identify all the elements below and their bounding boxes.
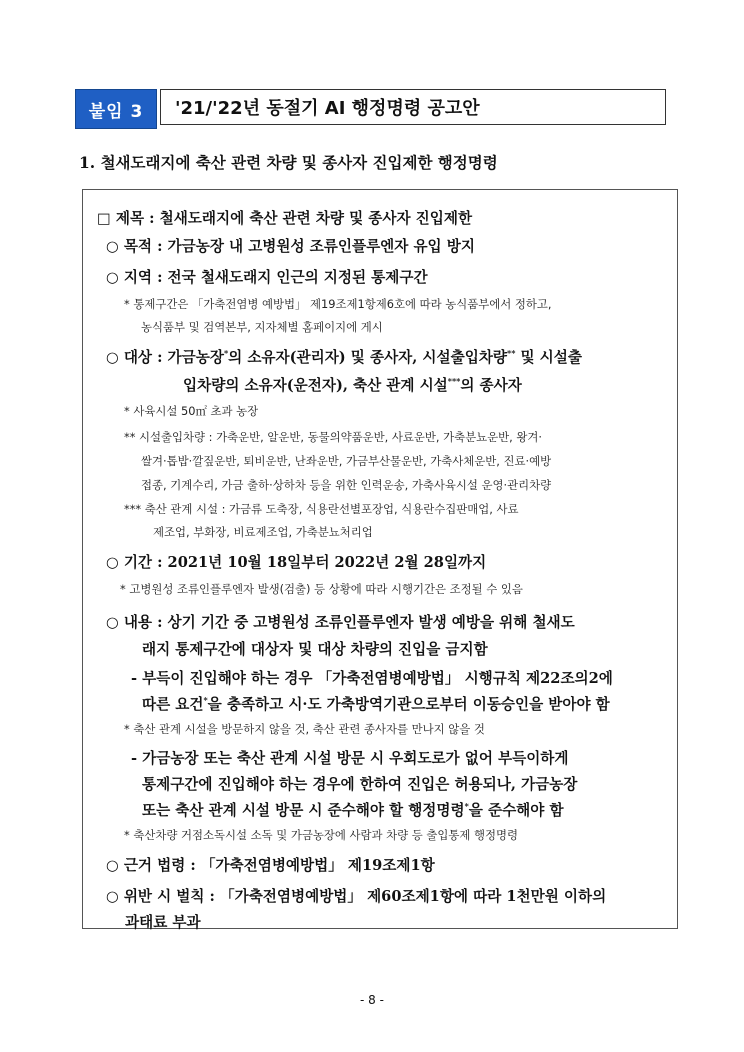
target-line (106, 346, 582, 367)
period-line: ○ 기간 : 2021년 10월 18일부터 2022년 2월 28일까지 (106, 554, 487, 571)
footnote-mark: ** (507, 348, 516, 359)
order-note: * 축산차량 거점소독시설 소독 및 가금농장에 사람과 차량 등 출입통제 행정명령 (124, 828, 519, 842)
content-line: ○ 내용 : 상기 기간 중 고병원성 조류인플루엔자 발생 예방을 위해 철새도 (106, 614, 575, 631)
detour-line-cont: 통제구간에 진입해야 하는 경우에 한하여 진입은 허용되나, 가금농장 (142, 776, 578, 793)
legal-basis-line: ○ 근거 법령 : 「가축전염병예방법」 제19조제1항 (106, 857, 435, 874)
detour-line-cont2 (142, 799, 564, 820)
content-line-cont: 래지 통제구간에 대상자 및 대상 차량의 진입을 금지함 (142, 641, 488, 658)
vehicle-note: ** 시설출입차량 : 가축운반, 알운반, 동물의약품운반, 사료운반, 가축분뇨운반, 왕겨· (124, 430, 543, 444)
exception-text-1: 따른 요건 (142, 696, 204, 713)
facility-note: *** 축산 관계 시설 : 가금류 도축장, 식용란선별포장업, 식용란수집판매업, 사료 (124, 502, 519, 516)
purpose-line: ○ 목적 : 가금농장 내 고병원성 조류인플루엔자 유입 방지 (106, 238, 475, 255)
detour-text-2: 을 준수해야 함 (468, 802, 564, 819)
order-content-box (82, 189, 678, 929)
region-line: ○ 지역 : 전국 철새도래지 인근의 지정된 통제구간 (106, 269, 428, 286)
section-title: 1. 철새도래지에 축산 관련 차량 및 종사자 진입제한 행정명령 (79, 153, 498, 172)
attachment-badge: 붙임 3 (75, 89, 157, 129)
page-number: - 8 - (360, 993, 384, 1007)
requirement-note: * 축산 관계 시설을 방문하지 않을 것, 축산 관련 종사자를 만나지 않을 것 (124, 722, 485, 736)
penalty-line: ○ 위반 시 벌칙 : 「가축전염병예방법」 제60조제1항에 따라 1천만원 이하의 (106, 888, 607, 905)
vehicle-note-cont: 쌀겨·톱밥·깔짚운반, 퇴비운반, 난좌운반, 가금부산물운반, 가축사체운반, 진료·예방 (141, 454, 552, 468)
region-note: * 통제구간은 「가축전염병 예방법」 제19조제1항제6호에 따라 농식품부에서 정하고, (124, 297, 552, 311)
exception-line: - 부득이 진입해야 하는 경우 「가축전염병예방법」 시행규칙 제22조의2에 (131, 670, 613, 687)
document-header (75, 89, 667, 127)
farm-note: * 사육시설 50㎡ 초과 농장 (124, 404, 259, 418)
period-note: * 고병원성 조류인플루엔자 발생(검출) 등 상황에 따라 시행기간은 조정될 수 있음 (120, 582, 523, 596)
detour-line: - 가금농장 또는 축산 관계 시설 방문 시 우회도로가 없어 부득이하게 (131, 750, 569, 767)
footnote-mark: * (464, 801, 469, 812)
penalty-line-cont: 과태료 부과 (125, 914, 201, 931)
title-line: □ 제목 : 철새도래지에 축산 관련 차량 및 종사자 진입제한 (97, 210, 473, 227)
region-note-cont: 농식품부 및 검역본부, 지자체별 홈페이지에 게시 (141, 320, 383, 334)
target-text-2: 의 소유자(관리자) 및 종사자, 시설출입차량 (228, 349, 508, 366)
footnote-mark: * (223, 348, 229, 359)
exception-text-2: 을 충족하고 시·도 가축방역기관으로부터 이동승인을 받아야 함 (207, 696, 610, 713)
target-text-4: 입차량의 소유자(운전자), 축산 관계 시설 (183, 377, 448, 394)
footnote-mark: *** (447, 376, 461, 387)
footnote-mark: * (203, 695, 208, 706)
vehicle-note-cont: 접종, 기계수리, 가금 출하·상하차 등을 위한 인력운송, 가축사육시설 운영·관리차량 (141, 478, 552, 492)
detour-text-1: 또는 축산 관계 시설 방문 시 준수해야 할 행정명령 (142, 802, 465, 819)
facility-note-cont: 제조업, 부화장, 비료제조업, 가축분뇨처리업 (153, 525, 373, 539)
target-text-5: 의 종사자 (460, 377, 522, 394)
document-title: '21/'22년 동절기 AI 행정명령 공고안 (160, 89, 666, 125)
exception-line-cont (142, 693, 610, 714)
target-line-cont (183, 374, 522, 395)
target-text-3: 및 시설출 (515, 349, 582, 366)
target-text-1: ○ 대상 : 가금농장 (106, 349, 224, 366)
